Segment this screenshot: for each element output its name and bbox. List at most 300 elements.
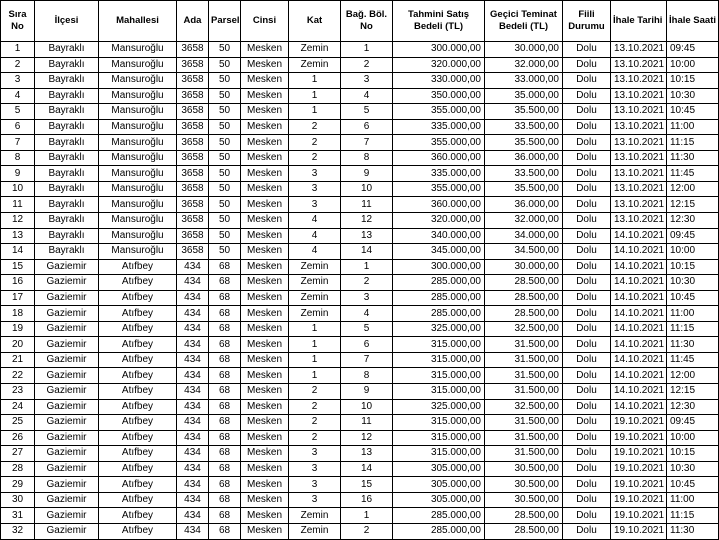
table-row [1, 461, 719, 477]
cell-parcel: 50 [209, 213, 241, 229]
cell-deposit: 32.000,00 [485, 213, 563, 229]
cell-deposit: 30.500,00 [485, 461, 563, 477]
cell-auction-time: 11:45 [667, 166, 719, 182]
cell-auction-time: 10:30 [667, 88, 719, 104]
table-row [1, 337, 719, 353]
cell-deposit: 28.500,00 [485, 508, 563, 524]
cell-auction-time: 11:15 [667, 321, 719, 337]
cell-parcel: 50 [209, 119, 241, 135]
cell-type: Mesken [241, 290, 289, 306]
cell-auction-time: 10:30 [667, 461, 719, 477]
cell-unit-no: 9 [341, 384, 393, 400]
cell-district: Gaziemir [35, 430, 99, 446]
cell-row-number: 25 [1, 415, 35, 431]
cell-status: Dolu [563, 88, 611, 104]
cell-auction-date: 19.10.2021 [611, 508, 667, 524]
cell-unit-no: 11 [341, 197, 393, 213]
cell-deposit: 33.500,00 [485, 119, 563, 135]
cell-unit-no: 7 [341, 135, 393, 151]
cell-neighborhood: Atıfbey [99, 523, 177, 539]
cell-parcel: 68 [209, 368, 241, 384]
cell-district: Bayraklı [35, 57, 99, 73]
cell-neighborhood: Atıfbey [99, 306, 177, 322]
cell-estimated-price: 325.000,00 [393, 399, 485, 415]
cell-status: Dolu [563, 104, 611, 120]
cell-block: 3658 [177, 197, 209, 213]
cell-block: 3658 [177, 88, 209, 104]
table-row [1, 197, 719, 213]
cell-floor: 1 [289, 104, 341, 120]
cell-floor: Zemin [289, 290, 341, 306]
cell-deposit: 31.500,00 [485, 384, 563, 400]
cell-neighborhood: Atıfbey [99, 275, 177, 291]
cell-parcel: 68 [209, 337, 241, 353]
cell-parcel: 50 [209, 166, 241, 182]
cell-floor: 2 [289, 384, 341, 400]
cell-unit-no: 4 [341, 88, 393, 104]
cell-floor: Zemin [289, 42, 341, 58]
cell-auction-time: 10:45 [667, 290, 719, 306]
table-row [1, 446, 719, 462]
cell-deposit: 33.000,00 [485, 73, 563, 89]
cell-auction-date: 13.10.2021 [611, 150, 667, 166]
cell-floor: 3 [289, 477, 341, 493]
cell-auction-date: 13.10.2021 [611, 135, 667, 151]
cell-block: 3658 [177, 73, 209, 89]
cell-row-number: 1 [1, 42, 35, 58]
header-cell: Parsel [209, 1, 241, 42]
cell-deposit: 30.000,00 [485, 42, 563, 58]
cell-auction-date: 13.10.2021 [611, 119, 667, 135]
cell-auction-time: 10:15 [667, 73, 719, 89]
cell-auction-date: 14.10.2021 [611, 290, 667, 306]
cell-neighborhood: Mansuroğlu [99, 42, 177, 58]
cell-district: Gaziemir [35, 446, 99, 462]
cell-neighborhood: Atıfbey [99, 259, 177, 275]
table-row [1, 119, 719, 135]
cell-deposit: 32.000,00 [485, 57, 563, 73]
cell-row-number: 13 [1, 228, 35, 244]
cell-neighborhood: Atıfbey [99, 368, 177, 384]
cell-unit-no: 8 [341, 368, 393, 384]
table-row [1, 228, 719, 244]
cell-estimated-price: 315.000,00 [393, 352, 485, 368]
cell-block: 434 [177, 337, 209, 353]
cell-status: Dolu [563, 244, 611, 260]
cell-parcel: 50 [209, 244, 241, 260]
cell-neighborhood: Mansuroğlu [99, 166, 177, 182]
header-row [1, 1, 719, 42]
cell-row-number: 8 [1, 150, 35, 166]
cell-status: Dolu [563, 73, 611, 89]
cell-floor: 2 [289, 415, 341, 431]
cell-unit-no: 14 [341, 461, 393, 477]
cell-district: Bayraklı [35, 42, 99, 58]
cell-parcel: 50 [209, 228, 241, 244]
cell-auction-date: 19.10.2021 [611, 477, 667, 493]
cell-neighborhood: Mansuroğlu [99, 228, 177, 244]
cell-deposit: 31.500,00 [485, 430, 563, 446]
cell-auction-date: 13.10.2021 [611, 213, 667, 229]
cell-estimated-price: 300.000,00 [393, 259, 485, 275]
cell-auction-time: 12:30 [667, 213, 719, 229]
cell-parcel: 50 [209, 42, 241, 58]
cell-neighborhood: Mansuroğlu [99, 181, 177, 197]
cell-district: Bayraklı [35, 135, 99, 151]
cell-block: 434 [177, 368, 209, 384]
cell-unit-no: 13 [341, 228, 393, 244]
cell-row-number: 26 [1, 430, 35, 446]
cell-neighborhood: Atıfbey [99, 446, 177, 462]
cell-auction-date: 19.10.2021 [611, 492, 667, 508]
cell-parcel: 68 [209, 290, 241, 306]
table-row [1, 352, 719, 368]
cell-parcel: 68 [209, 523, 241, 539]
cell-auction-time: 11:30 [667, 150, 719, 166]
cell-district: Gaziemir [35, 399, 99, 415]
cell-district: Bayraklı [35, 88, 99, 104]
cell-parcel: 50 [209, 57, 241, 73]
cell-status: Dolu [563, 181, 611, 197]
cell-status: Dolu [563, 119, 611, 135]
cell-unit-no: 12 [341, 430, 393, 446]
cell-row-number: 28 [1, 461, 35, 477]
header-cell: Cinsi [241, 1, 289, 42]
cell-type: Mesken [241, 150, 289, 166]
cell-floor: 4 [289, 213, 341, 229]
cell-estimated-price: 355.000,00 [393, 104, 485, 120]
cell-type: Mesken [241, 508, 289, 524]
cell-neighborhood: Atıfbey [99, 321, 177, 337]
table-row [1, 244, 719, 260]
cell-parcel: 50 [209, 104, 241, 120]
table-row [1, 415, 719, 431]
cell-estimated-price: 315.000,00 [393, 430, 485, 446]
cell-type: Mesken [241, 352, 289, 368]
table-row [1, 306, 719, 322]
cell-district: Gaziemir [35, 384, 99, 400]
cell-deposit: 35.000,00 [485, 88, 563, 104]
cell-block: 434 [177, 492, 209, 508]
cell-auction-time: 12:00 [667, 181, 719, 197]
cell-row-number: 9 [1, 166, 35, 182]
cell-parcel: 68 [209, 415, 241, 431]
cell-estimated-price: 330.000,00 [393, 73, 485, 89]
cell-floor: 2 [289, 135, 341, 151]
cell-auction-date: 14.10.2021 [611, 306, 667, 322]
cell-status: Dolu [563, 477, 611, 493]
cell-row-number: 31 [1, 508, 35, 524]
cell-status: Dolu [563, 384, 611, 400]
cell-parcel: 50 [209, 150, 241, 166]
cell-status: Dolu [563, 135, 611, 151]
cell-estimated-price: 320.000,00 [393, 213, 485, 229]
cell-auction-date: 13.10.2021 [611, 42, 667, 58]
cell-type: Mesken [241, 73, 289, 89]
cell-type: Mesken [241, 461, 289, 477]
cell-row-number: 23 [1, 384, 35, 400]
cell-auction-date: 13.10.2021 [611, 73, 667, 89]
cell-auction-time: 09:45 [667, 415, 719, 431]
cell-neighborhood: Mansuroğlu [99, 197, 177, 213]
cell-row-number: 27 [1, 446, 35, 462]
cell-block: 3658 [177, 181, 209, 197]
cell-unit-no: 6 [341, 119, 393, 135]
cell-floor: Zemin [289, 259, 341, 275]
table-row [1, 508, 719, 524]
cell-block: 434 [177, 477, 209, 493]
cell-parcel: 68 [209, 275, 241, 291]
table-row [1, 42, 719, 58]
cell-row-number: 21 [1, 352, 35, 368]
cell-neighborhood: Mansuroğlu [99, 135, 177, 151]
table-row [1, 88, 719, 104]
cell-district: Bayraklı [35, 119, 99, 135]
cell-block: 3658 [177, 244, 209, 260]
cell-deposit: 28.500,00 [485, 523, 563, 539]
cell-deposit: 31.500,00 [485, 415, 563, 431]
cell-floor: 1 [289, 73, 341, 89]
cell-row-number: 7 [1, 135, 35, 151]
cell-deposit: 35.500,00 [485, 181, 563, 197]
cell-parcel: 68 [209, 259, 241, 275]
table-row [1, 290, 719, 306]
cell-floor: Zemin [289, 508, 341, 524]
cell-auction-time: 11:00 [667, 119, 719, 135]
cell-estimated-price: 315.000,00 [393, 415, 485, 431]
cell-block: 3658 [177, 150, 209, 166]
cell-unit-no: 1 [341, 508, 393, 524]
cell-estimated-price: 340.000,00 [393, 228, 485, 244]
cell-block: 3658 [177, 42, 209, 58]
cell-type: Mesken [241, 430, 289, 446]
cell-parcel: 68 [209, 399, 241, 415]
cell-row-number: 22 [1, 368, 35, 384]
cell-status: Dolu [563, 352, 611, 368]
cell-deposit: 35.500,00 [485, 135, 563, 151]
cell-block: 3658 [177, 166, 209, 182]
cell-parcel: 68 [209, 430, 241, 446]
cell-estimated-price: 305.000,00 [393, 461, 485, 477]
cell-parcel: 68 [209, 321, 241, 337]
cell-auction-time: 12:15 [667, 384, 719, 400]
cell-floor: Zemin [289, 306, 341, 322]
cell-row-number: 14 [1, 244, 35, 260]
table-row [1, 150, 719, 166]
cell-status: Dolu [563, 461, 611, 477]
cell-estimated-price: 285.000,00 [393, 508, 485, 524]
cell-floor: 3 [289, 166, 341, 182]
cell-type: Mesken [241, 368, 289, 384]
cell-floor: 3 [289, 197, 341, 213]
cell-district: Gaziemir [35, 259, 99, 275]
cell-neighborhood: Mansuroğlu [99, 150, 177, 166]
cell-type: Mesken [241, 477, 289, 493]
cell-type: Mesken [241, 415, 289, 431]
cell-parcel: 50 [209, 135, 241, 151]
cell-unit-no: 3 [341, 73, 393, 89]
table-row [1, 166, 719, 182]
cell-auction-time: 11:45 [667, 352, 719, 368]
cell-unit-no: 15 [341, 477, 393, 493]
cell-status: Dolu [563, 508, 611, 524]
cell-estimated-price: 325.000,00 [393, 321, 485, 337]
cell-type: Mesken [241, 492, 289, 508]
cell-neighborhood: Mansuroğlu [99, 119, 177, 135]
cell-auction-time: 09:45 [667, 228, 719, 244]
cell-auction-time: 11:15 [667, 135, 719, 151]
cell-unit-no: 4 [341, 306, 393, 322]
cell-district: Gaziemir [35, 275, 99, 291]
cell-type: Mesken [241, 213, 289, 229]
header-cell: Kat [289, 1, 341, 42]
cell-type: Mesken [241, 181, 289, 197]
cell-status: Dolu [563, 42, 611, 58]
table-row [1, 430, 719, 446]
cell-auction-date: 13.10.2021 [611, 88, 667, 104]
cell-auction-time: 10:00 [667, 57, 719, 73]
cell-type: Mesken [241, 275, 289, 291]
cell-block: 434 [177, 290, 209, 306]
cell-type: Mesken [241, 57, 289, 73]
cell-status: Dolu [563, 430, 611, 446]
cell-status: Dolu [563, 57, 611, 73]
cell-unit-no: 13 [341, 446, 393, 462]
cell-deposit: 33.500,00 [485, 166, 563, 182]
cell-status: Dolu [563, 290, 611, 306]
cell-status: Dolu [563, 228, 611, 244]
cell-district: Gaziemir [35, 477, 99, 493]
cell-floor: 1 [289, 88, 341, 104]
cell-block: 434 [177, 321, 209, 337]
cell-status: Dolu [563, 446, 611, 462]
cell-status: Dolu [563, 368, 611, 384]
cell-status: Dolu [563, 337, 611, 353]
cell-parcel: 50 [209, 73, 241, 89]
cell-auction-date: 19.10.2021 [611, 430, 667, 446]
cell-auction-date: 14.10.2021 [611, 399, 667, 415]
cell-district: Gaziemir [35, 523, 99, 539]
cell-unit-no: 6 [341, 337, 393, 353]
cell-floor: 2 [289, 119, 341, 135]
cell-district: Bayraklı [35, 166, 99, 182]
cell-row-number: 15 [1, 259, 35, 275]
cell-deposit: 30.500,00 [485, 492, 563, 508]
cell-auction-time: 12:30 [667, 399, 719, 415]
cell-row-number: 11 [1, 197, 35, 213]
cell-type: Mesken [241, 337, 289, 353]
table-row [1, 492, 719, 508]
cell-neighborhood: Atıfbey [99, 508, 177, 524]
cell-auction-date: 14.10.2021 [611, 337, 667, 353]
cell-deposit: 34.500,00 [485, 244, 563, 260]
cell-type: Mesken [241, 166, 289, 182]
cell-unit-no: 7 [341, 352, 393, 368]
cell-estimated-price: 285.000,00 [393, 523, 485, 539]
table-body [1, 42, 719, 540]
cell-deposit: 31.500,00 [485, 446, 563, 462]
cell-block: 434 [177, 461, 209, 477]
cell-parcel: 68 [209, 508, 241, 524]
cell-status: Dolu [563, 492, 611, 508]
cell-floor: Zemin [289, 57, 341, 73]
cell-neighborhood: Atıfbey [99, 399, 177, 415]
cell-auction-time: 10:00 [667, 430, 719, 446]
header-cell: Mahallesi [99, 1, 177, 42]
cell-deposit: 28.500,00 [485, 306, 563, 322]
cell-floor: 2 [289, 430, 341, 446]
cell-deposit: 31.500,00 [485, 352, 563, 368]
cell-floor: Zemin [289, 275, 341, 291]
cell-auction-date: 13.10.2021 [611, 57, 667, 73]
cell-floor: 3 [289, 181, 341, 197]
cell-block: 3658 [177, 228, 209, 244]
cell-unit-no: 10 [341, 181, 393, 197]
cell-auction-time: 11:30 [667, 523, 719, 539]
header-cell: Sıra No [1, 1, 35, 42]
cell-parcel: 68 [209, 446, 241, 462]
cell-row-number: 5 [1, 104, 35, 120]
cell-neighborhood: Atıfbey [99, 352, 177, 368]
cell-parcel: 68 [209, 384, 241, 400]
header-cell: Tahmini Satış Bedeli (TL) [393, 1, 485, 42]
cell-unit-no: 9 [341, 166, 393, 182]
cell-block: 3658 [177, 135, 209, 151]
cell-estimated-price: 360.000,00 [393, 150, 485, 166]
cell-floor: 1 [289, 337, 341, 353]
cell-auction-time: 10:45 [667, 477, 719, 493]
cell-estimated-price: 320.000,00 [393, 57, 485, 73]
header-cell: İlçesi [35, 1, 99, 42]
table-row [1, 73, 719, 89]
cell-district: Bayraklı [35, 181, 99, 197]
cell-parcel: 50 [209, 88, 241, 104]
cell-floor: Zemin [289, 523, 341, 539]
cell-deposit: 36.000,00 [485, 150, 563, 166]
cell-auction-date: 19.10.2021 [611, 446, 667, 462]
cell-type: Mesken [241, 384, 289, 400]
cell-row-number: 17 [1, 290, 35, 306]
cell-row-number: 3 [1, 73, 35, 89]
cell-district: Gaziemir [35, 290, 99, 306]
header-cell: Fiili Durumu [563, 1, 611, 42]
cell-estimated-price: 315.000,00 [393, 368, 485, 384]
cell-neighborhood: Mansuroğlu [99, 73, 177, 89]
cell-neighborhood: Atıfbey [99, 477, 177, 493]
cell-type: Mesken [241, 228, 289, 244]
cell-unit-no: 1 [341, 42, 393, 58]
cell-parcel: 68 [209, 492, 241, 508]
cell-neighborhood: Atıfbey [99, 384, 177, 400]
table-row [1, 275, 719, 291]
cell-estimated-price: 335.000,00 [393, 166, 485, 182]
cell-parcel: 50 [209, 197, 241, 213]
cell-district: Bayraklı [35, 197, 99, 213]
cell-type: Mesken [241, 523, 289, 539]
cell-auction-time: 10:30 [667, 275, 719, 291]
cell-auction-date: 13.10.2021 [611, 166, 667, 182]
cell-type: Mesken [241, 88, 289, 104]
cell-estimated-price: 315.000,00 [393, 337, 485, 353]
cell-row-number: 24 [1, 399, 35, 415]
cell-auction-time: 11:15 [667, 508, 719, 524]
table-row [1, 57, 719, 73]
cell-auction-date: 13.10.2021 [611, 181, 667, 197]
cell-unit-no: 5 [341, 104, 393, 120]
cell-block: 434 [177, 399, 209, 415]
cell-status: Dolu [563, 150, 611, 166]
cell-unit-no: 5 [341, 321, 393, 337]
